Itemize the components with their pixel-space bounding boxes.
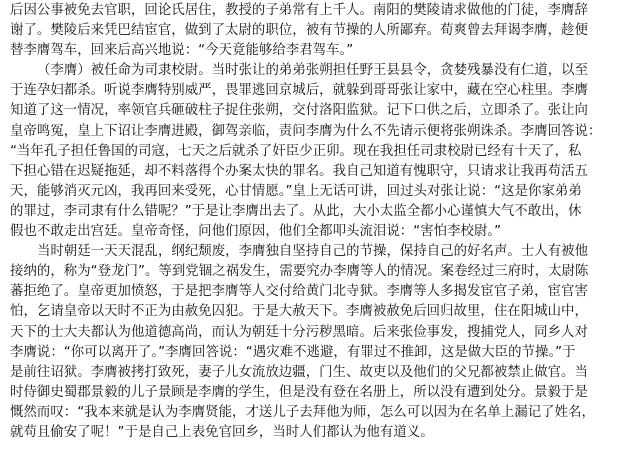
- text-line: 李膺说：“你可以离开了。”李膺回答说：“遇灾难不逃避，有罪过不推卸，这是做大臣的节操。”于: [10, 344, 576, 360]
- text-line: 就苟且偷安了呢！”于是自己上表免官回乡，当时人们都认为他有道义。: [10, 424, 434, 440]
- text-line: 的罪过，李司隶有什么错呢？”于是让李膺出去了。从此，大小太监全都小心谨慎大气不敢出，休: [10, 203, 582, 219]
- text-line: 皇帝鸣冤，皇上下诏让李膺进殿，御驾亲临，责问李膺为什么不先请示便将张朔诛杀。李膺回答说：: [10, 123, 602, 139]
- text-line: 蕃拒绝了。皇帝更加愤怒，于是把李膺等人交付给黄门北寺狱。李膺等人多揭发宦官子弟，宦官害: [10, 284, 588, 300]
- text-line: “当年孔子担任鲁国的司寇，七天之后就杀了奸臣少正卯。现在我担任司隶校尉已经有十天了，私: [10, 143, 582, 159]
- text-line: 假也不敢走出宫廷。皇帝奇怪，问他们原因，他们全都叩头流泪说：“害怕李校尉。”: [10, 224, 502, 240]
- text-line: 后因公事被免去官职，回论氏居住，教授的子弟常有上千人。南阳的樊陵请求做他的门徒，李膺辞: [10, 3, 588, 18]
- text-line: 下担心错在迟疑拖延，却不料落得个办案太快的罪名。我自己知道有愧职守，只请求让我再苟活五: [10, 163, 588, 179]
- text-line: 谢了。樊陵后来凭巴结宦官，做到了太尉的职位，被有节操的人所鄙弃。荀爽曾去拜谒李膺，趁便: [10, 23, 588, 39]
- text-line: 于连孕妇都杀。听说李膺特别威严，畏罪逃回京城后，就躲到哥哥张让家中，藏在空心柱里。李膺: [10, 83, 588, 99]
- text-line: 当时朝廷一天天混乱，纲纪颓废，李膺独自坚持自己的节操，保持自己的好名声。士人有被他: [37, 244, 589, 260]
- text-line: 知道了这一情况，率领官兵砸破柱子捉住张朔，交付洛阳监狱。记下口供之后，立即杀了。张让向: [10, 103, 588, 119]
- text-line: 慨然而叹：“我本来就是认为李膺贤能，才送儿子去拜他为师，怎么可以因为在名单上漏记了姓名，: [10, 404, 595, 420]
- text-line: 时侍御史蜀郡景毅的儿子景顾是李膺的学生，但是没有登在名册上，所以没有遭到处分。景毅于是: [10, 384, 588, 400]
- text-line: 是前往诏狱。李膺被拷打致死，妻子儿女流放边疆，门生、故吏以及他们的父兄都被禁止做官。当: [10, 364, 588, 380]
- text-line: 替李膺驾车，回来后高兴地说：“今天竟能够给李君驾车。”: [10, 43, 354, 59]
- text-line: 接纳的，称为“登龙门”。等到党锢之祸发生，需要究办李膺等人的情况。案卷经过三府时，太尉陈: [10, 264, 589, 280]
- text-line: 怕，乞请皇帝以天时不正为由赦免囚犯。于是大赦天下。李膺被赦免后回归故里，住在阳城山中，: [10, 304, 588, 320]
- text-line: （李膺）被任命为司隶校尉。当时张让的弟弟张朔担任野王县县令，贪婪残暴没有仁道，以至: [37, 63, 589, 79]
- document-body: [10, 1, 610, 443]
- text-line: 天，能够消灭元凶，我再回来受死，心甘情愿。”皇上无话可讲，回过头对张让说：“这是你家弟弟: [10, 183, 582, 199]
- text-line: 天下的士大夫都认为他道德高尚，而认为朝廷十分污秽黑暗。后来张俭事发，搜捕党人，同乡人对: [10, 324, 588, 340]
